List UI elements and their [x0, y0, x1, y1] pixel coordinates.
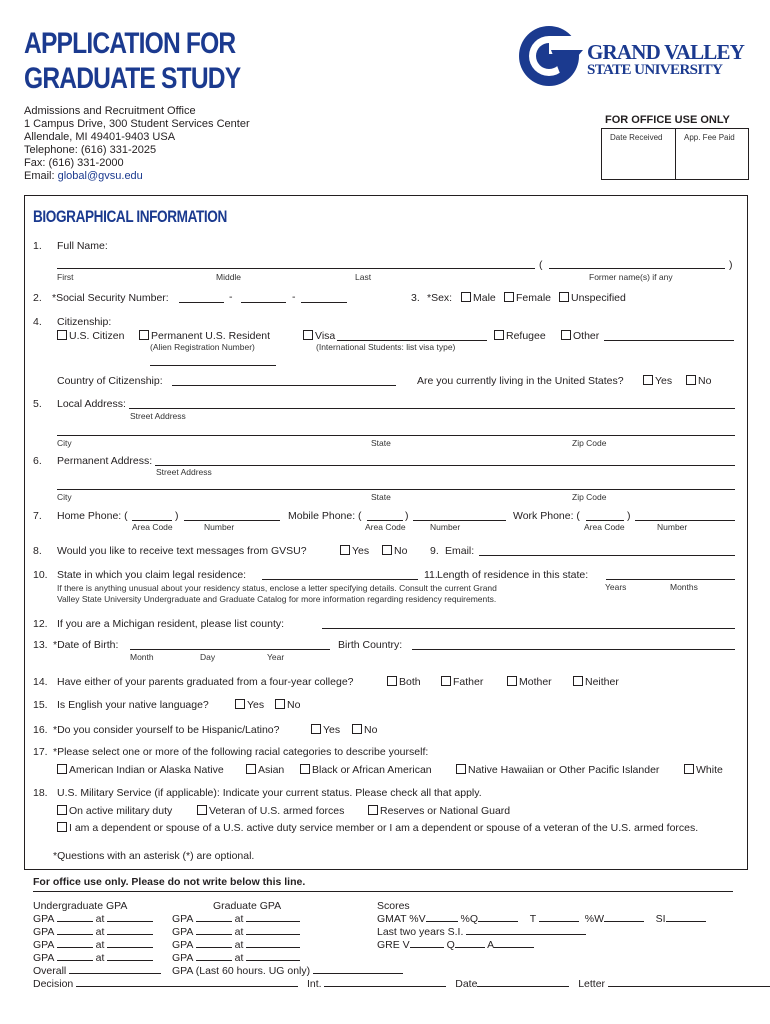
ug-gpa-heading: Undergraduate GPA: [33, 900, 128, 912]
logo-text-line1: GRAND VALLEY: [587, 40, 745, 64]
living-us-yes[interactable]: Yes: [643, 375, 672, 387]
text-messages-no[interactable]: No: [382, 545, 407, 557]
checkbox-icon: [686, 375, 696, 385]
english-native-yes[interactable]: Yes: [235, 699, 264, 711]
checkbox-icon: [559, 292, 569, 302]
checkbox-icon: [456, 764, 466, 774]
checkbox-icon: [303, 330, 313, 340]
checkbox-icon: [57, 330, 67, 340]
legal-residence-field[interactable]: [262, 570, 418, 580]
home-number-field[interactable]: [184, 511, 280, 521]
parents-college-label: Have either of your parents graduated from a four-year college?: [57, 676, 354, 688]
sex-male-option[interactable]: Male: [461, 292, 496, 304]
address-line: Admissions and Recruitment Office: [24, 105, 196, 117]
years-caption: Years: [605, 582, 627, 592]
perm-street-caption: Street Address: [156, 467, 212, 477]
mobile-number-caption: Number: [430, 522, 461, 532]
local-address-label: Local Address:: [57, 398, 126, 410]
middle-caption: Middle: [216, 272, 242, 282]
county-field[interactable]: [322, 619, 735, 629]
citizen-visa-option[interactable]: Visa: [303, 330, 335, 342]
race-native-hawaiian[interactable]: Native Hawaiian or Other Pacific Islander: [456, 764, 659, 776]
ug-gpa-row: GPA at: [33, 939, 153, 951]
checkbox-icon: [643, 375, 653, 385]
mobile-number-field[interactable]: [413, 511, 506, 521]
military-veteran[interactable]: Veteran of U.S. armed forces: [197, 805, 344, 817]
q12-number: 12.: [33, 618, 48, 630]
mobile-area-caption: Area Code: [365, 522, 406, 532]
form-title-line2: GRADUATE STUDY: [24, 62, 241, 95]
perm-state-caption: State: [371, 492, 391, 502]
race-white[interactable]: White: [684, 764, 723, 776]
perm-city-caption: City: [57, 492, 72, 502]
home-area-caption: Area Code: [132, 522, 173, 532]
sex-unspecified-option[interactable]: Unspecified: [559, 292, 626, 304]
q4-number: 4.: [33, 316, 42, 328]
work-area-caption: Area Code: [584, 522, 625, 532]
local-state-caption: State: [371, 438, 391, 448]
hispanic-yes[interactable]: Yes: [311, 724, 340, 736]
q5-number: 5.: [33, 398, 42, 410]
q14-number: 14.: [33, 676, 48, 688]
gpa-last60-row: GPA (Last 60 hours. UG only): [172, 965, 403, 977]
visa-caption: (International Students: list visa type): [316, 342, 456, 352]
checkbox-icon: [368, 805, 378, 815]
hispanic-label: *Do you consider yourself to be Hispanic/Latino?: [53, 724, 280, 736]
ug-gpa-row: GPA at: [33, 926, 153, 938]
email-field[interactable]: [479, 546, 735, 556]
former-name-field[interactable]: [549, 259, 725, 269]
office-box-divider: [675, 129, 676, 179]
q16-number: 16.: [33, 724, 48, 736]
dob-year-caption: Year: [267, 652, 285, 662]
grad-gpa-row: GPA at: [172, 913, 300, 925]
dob-month-caption: Month: [130, 652, 154, 662]
racial-label: *Please select one or more of the following racial categories to describe yourself:: [53, 746, 429, 758]
parents-neither-option[interactable]: Neither: [573, 676, 619, 688]
military-dependent[interactable]: I am a dependent or spouse of a U.S. active duty service member or I am a dependent or spouse of a veteran of the U.S. armed forces.: [57, 822, 698, 834]
checkbox-icon: [275, 699, 285, 709]
mobile-phone-label: Mobile Phone: (: [288, 510, 362, 522]
ug-gpa-row: GPA at: [33, 952, 153, 964]
work-close-paren: ): [627, 510, 631, 522]
ug-gpa-row: GPA at: [33, 913, 153, 925]
home-phone-label: Home Phone: (: [57, 510, 128, 522]
decision-row: Decision Int. Date Letter: [33, 978, 770, 990]
address-line: 1 Campus Drive, 300 Student Services Center: [24, 118, 250, 130]
overall-row: Overall: [33, 965, 161, 977]
checkbox-icon: [57, 764, 67, 774]
ssn-field-1[interactable]: [179, 293, 224, 303]
gvsu-logo: [517, 24, 747, 94]
q8-number: 8.: [33, 545, 42, 557]
checkbox-icon: [507, 676, 517, 686]
q15-number: 15.: [33, 699, 48, 711]
visa-type-field[interactable]: [337, 331, 487, 341]
ssn-label: *Social Security Number:: [52, 292, 169, 304]
grad-gpa-row: GPA at: [172, 926, 300, 938]
dob-label: *Date of Birth:: [53, 639, 119, 651]
grad-gpa-heading: Graduate GPA: [213, 900, 282, 912]
checkbox-icon: [197, 805, 207, 815]
ssn-field-3[interactable]: [301, 293, 347, 303]
checkbox-icon: [246, 764, 256, 774]
app-fee-paid-label: App. Fee Paid: [684, 133, 735, 142]
local-zip-caption: Zip Code: [572, 438, 607, 448]
last-caption: Last: [355, 272, 372, 282]
checkbox-icon: [311, 724, 321, 734]
office-use-title: FOR OFFICE USE ONLY: [605, 114, 730, 126]
mobile-close-paren: ): [405, 510, 409, 522]
local-street-caption: Street Address: [130, 411, 186, 421]
local-city-caption: City: [57, 438, 72, 448]
scores-heading: Scores: [377, 900, 410, 912]
perm-city-field[interactable]: [57, 480, 735, 490]
alien-reg-caption: (Alien Registration Number): [150, 342, 255, 352]
sex-female-option[interactable]: Female: [504, 292, 551, 304]
checkbox-icon: [235, 699, 245, 709]
race-asian[interactable]: Asian: [246, 764, 284, 776]
q2-number: 2.: [33, 292, 42, 304]
permanent-address-label: Permanent Address:: [57, 455, 153, 467]
sex-label: *Sex:: [427, 292, 453, 304]
citizen-other-option[interactable]: Other: [561, 330, 599, 342]
perm-zip-caption: Zip Code: [572, 492, 607, 502]
mobile-area-field[interactable]: [367, 511, 403, 521]
race-black[interactable]: Black or African American: [300, 764, 432, 776]
citizenship-label: Citizenship:: [57, 316, 112, 328]
county-label: If you are a Michigan resident, please list county:: [57, 618, 285, 630]
military-label: U.S. Military Service (if applicable): Indicate your current status. Please check all that apply.: [57, 787, 482, 799]
alien-reg-field[interactable]: [150, 357, 276, 366]
logo-text-line2: STATE UNIVERSITY: [587, 62, 723, 78]
living-us-no[interactable]: No: [686, 375, 711, 387]
work-number-caption: Number: [657, 522, 688, 532]
q11-number: 11.: [424, 569, 438, 581]
former-caption: Former name(s) if any: [589, 272, 673, 282]
parents-both-option[interactable]: Both: [387, 676, 421, 688]
military-active[interactable]: On active military duty: [57, 805, 172, 817]
english-native-label: Is English your native language?: [57, 699, 209, 711]
checkbox-icon: [382, 545, 392, 555]
asterisk-note: *Questions with an asterisk (*) are optional.: [53, 850, 255, 862]
home-area-field[interactable]: [132, 511, 172, 521]
checkbox-icon: [573, 676, 583, 686]
country-citizenship-label: Country of Citizenship:: [57, 375, 163, 387]
checkbox-icon: [561, 330, 571, 340]
section-title: BIOGRAPHICAL INFORMATION: [33, 207, 227, 226]
ssn-field-2[interactable]: [241, 293, 286, 303]
checkbox-icon: [300, 764, 310, 774]
checkbox-icon: [494, 330, 504, 340]
q3-number: 3.: [411, 292, 420, 304]
former-open-paren: (: [539, 259, 543, 271]
checkbox-icon: [461, 292, 471, 302]
parents-father-option[interactable]: Father: [441, 676, 483, 688]
checkbox-icon: [387, 676, 397, 686]
full-name-label: Full Name:: [57, 240, 108, 252]
length-residence-field[interactable]: [606, 570, 735, 580]
address-block: [24, 105, 250, 183]
office-use-rule: [33, 891, 733, 892]
date-received-label: Date Received: [610, 133, 663, 142]
checkbox-icon: [504, 292, 514, 302]
local-city-field[interactable]: [57, 426, 735, 436]
checkbox-icon: [441, 676, 451, 686]
living-us-label: Are you currently living in the United States?: [417, 375, 624, 387]
gvsu-logo-icon: [517, 24, 587, 88]
checkbox-icon: [340, 545, 350, 555]
checkbox-icon: [57, 822, 67, 832]
q7-number: 7.: [33, 510, 42, 522]
length-residence-label: Length of residence in this state:: [437, 569, 589, 581]
dob-day-caption: Day: [200, 652, 216, 662]
country-citizenship-field[interactable]: [172, 376, 396, 386]
ssn-dash-2: -: [292, 291, 296, 303]
work-phone-label: Work Phone: (: [513, 510, 580, 522]
work-area-field[interactable]: [586, 511, 624, 521]
email-line: Email: global@gvsu.edu: [24, 170, 143, 182]
gmat-row: GMAT %V %Q T %W SI: [377, 913, 706, 925]
former-close-paren: ): [729, 259, 733, 271]
ssn-dash-1: -: [229, 291, 233, 303]
q18-number: 18.: [33, 787, 48, 799]
citizen-permanent-option[interactable]: Permanent U.S. Resident: [139, 330, 270, 342]
months-caption: Months: [670, 582, 698, 592]
hispanic-no[interactable]: No: [352, 724, 377, 736]
office-use-box: [601, 128, 749, 180]
grad-gpa-row: GPA at: [172, 939, 300, 951]
first-caption: First: [57, 272, 74, 282]
email-link[interactable]: global@gvsu.edu: [57, 170, 143, 182]
q9-number: 9.: [430, 545, 439, 557]
last-two-years-row: Last two years S.I.: [377, 926, 586, 938]
office-use-heading: For office use only. Please do not write below this line.: [33, 876, 306, 888]
race-american-indian[interactable]: American Indian or Alaska Native: [57, 764, 224, 776]
work-number-field[interactable]: [635, 511, 735, 521]
email-label: Email:: [445, 545, 475, 557]
address-line: Fax: (616) 331-2000: [24, 157, 124, 169]
form-title-line1: APPLICATION FOR: [24, 27, 236, 60]
dob-field[interactable]: [130, 640, 330, 650]
citizen-us-option[interactable]: U.S. Citizen: [57, 330, 124, 342]
text-messages-yes[interactable]: Yes: [340, 545, 369, 557]
checkbox-icon: [139, 330, 149, 340]
q10-number: 10.: [33, 569, 48, 581]
english-native-no[interactable]: No: [275, 699, 300, 711]
citizen-refugee-option[interactable]: Refugee: [494, 330, 546, 342]
grad-gpa-row: GPA at: [172, 952, 300, 964]
gre-row: GRE V Q A: [377, 939, 534, 951]
text-messages-label: Would you like to receive text messages from GVSU?: [57, 545, 307, 557]
address-line: Telephone: (616) 331-2025: [24, 144, 157, 156]
q17-number: 17.: [33, 746, 48, 758]
residency-note-1: If there is anything unusual about your residency status, enclose a letter specifying details. Consult the current Grand: [57, 583, 497, 593]
address-line: Allendale, MI 49401-9403 USA: [24, 131, 176, 143]
other-citizenship-field[interactable]: [604, 331, 734, 341]
home-number-caption: Number: [204, 522, 235, 532]
legal-residence-label: State in which you claim legal residence:: [57, 569, 247, 581]
home-close-paren: ): [175, 510, 179, 522]
birth-country-field[interactable]: [412, 640, 735, 650]
checkbox-icon: [684, 764, 694, 774]
checkbox-icon: [57, 805, 67, 815]
q13-number: 13.: [33, 639, 48, 651]
local-street-field[interactable]: [129, 399, 735, 409]
military-reserves[interactable]: Reserves or National Guard: [368, 805, 510, 817]
q6-number: 6.: [33, 455, 42, 467]
birth-country-label: Birth Country:: [338, 639, 403, 651]
checkbox-icon: [352, 724, 362, 734]
perm-street-field[interactable]: [155, 456, 735, 466]
parents-mother-option[interactable]: Mother: [507, 676, 552, 688]
residency-note-2: Valley State University Undergraduate and Graduate Catalog for more information regarding residency requirements.: [57, 594, 497, 604]
q1-number: 1.: [33, 240, 42, 252]
full-name-field[interactable]: [57, 259, 535, 269]
